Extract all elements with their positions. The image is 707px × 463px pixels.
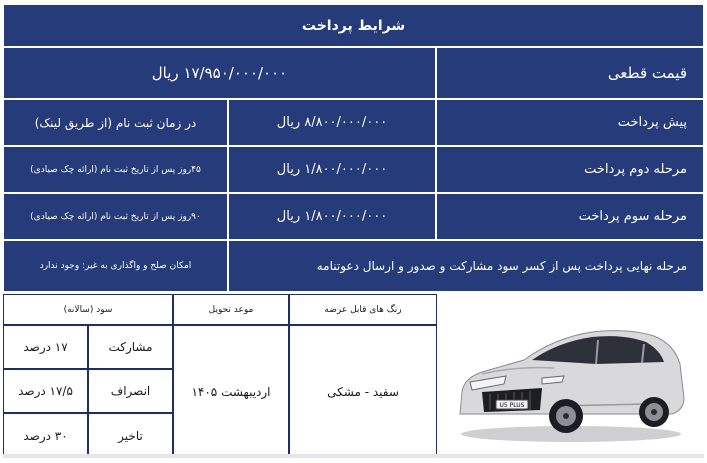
car-badge: U5 PLUS <box>499 401 524 409</box>
transfer-note: امکان صلح و واگذاری به غیر: وجود ندارد <box>3 240 228 292</box>
profit-type-participation: مشارکت <box>88 325 173 369</box>
installment-3-amount: ۱/۸۰۰/۰۰۰/۰۰۰ ریال <box>228 193 436 240</box>
installment-2-timing: ۴۵روز پس از تاریخ ثبت نام (ارائه چک صیادی) <box>3 146 228 193</box>
installment-1-timing: در زمان ثبت نام (از طریق لینک) <box>3 99 228 146</box>
delivery-header: موعد تحویل <box>173 294 289 325</box>
delivery-value: اردیبهشت ۱۴۰۵ <box>173 325 289 458</box>
profit-rate-cancellation: ۱۷/۵ درصد <box>3 369 88 413</box>
colors-value: سفید - مشکی <box>289 325 437 458</box>
installment-1-amount: ۸/۸۰۰/۰۰۰/۰۰۰ ریال <box>228 99 436 146</box>
colors-header: رنگ های قابل عرضه <box>289 294 437 325</box>
profit-rate-participation: ۱۷ درصد <box>3 325 88 369</box>
installment-3-label: مرحله سوم پرداخت <box>436 193 704 240</box>
final-stage-text: مرحله نهایی پرداخت پس از کسر سود مشارکت و صدور و ارسال دعوتنامه <box>228 240 704 292</box>
profit-rate-delay: ۳۰ درصد <box>3 413 88 458</box>
installment-3-timing: ۹۰روز پس از تاریخ ثبت نام (ارائه چک صیادی) <box>3 193 228 240</box>
installment-2-amount: ۱/۸۰۰/۰۰۰/۰۰۰ ریال <box>228 146 436 193</box>
profit-header: سود (سالانه) <box>3 294 173 325</box>
bottom-divider <box>3 454 704 458</box>
profit-type-cancellation: انصراف <box>88 369 173 413</box>
car-photo <box>438 294 703 457</box>
profit-type-delay: تاخیر <box>88 413 173 458</box>
price-value: ۱۷/۹۵۰/۰۰۰/۰۰۰ ریال <box>3 47 436 99</box>
page-title: شرایط پرداخت <box>3 4 704 47</box>
payment-terms-sheet <box>3 4 704 458</box>
price-label: قیمت قطعی <box>436 47 704 99</box>
installment-1-label: پیش پرداخت <box>436 99 704 146</box>
car-icon <box>446 306 696 446</box>
installment-2-label: مرحله دوم پرداخت <box>436 146 704 193</box>
